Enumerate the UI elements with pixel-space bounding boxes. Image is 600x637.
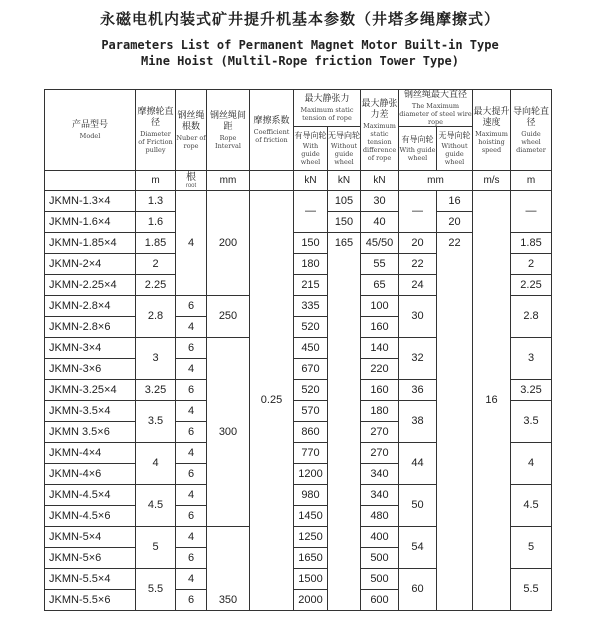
cell-guide: 5.5 bbox=[511, 569, 552, 611]
cell-drum: 2 bbox=[136, 254, 176, 275]
cell-model: JKMN-3×4 bbox=[45, 338, 136, 359]
cell-tension-guided: 1200 bbox=[294, 464, 328, 485]
unit-ropes: 根 root bbox=[176, 171, 207, 191]
cell-drum: 4.5 bbox=[136, 485, 176, 527]
cell-tension-guided: 2000 bbox=[294, 590, 328, 611]
cell-ropes: 4 bbox=[176, 443, 207, 464]
cell-model: JKMN-1.3×4 bbox=[45, 191, 136, 212]
cell-model: JKMN-4×6 bbox=[45, 464, 136, 485]
cell-ropes: 6 bbox=[176, 296, 207, 317]
header-rope-number: 钢丝绳根数 Nuber of rope bbox=[176, 90, 207, 171]
header-rope-interval: 钢丝绳间距 Rope Interval bbox=[207, 90, 250, 171]
cell-tension-guided: 215 bbox=[294, 275, 328, 296]
unit-guide: m bbox=[511, 171, 552, 191]
cell-guide: 3.25 bbox=[511, 380, 552, 401]
header-wire-without-guide: 无导向轮 Without guide wheel bbox=[437, 127, 473, 171]
cell-ropes: 4 bbox=[176, 317, 207, 338]
cell-drum: 1.6 bbox=[136, 212, 176, 233]
cell-guide: 2.25 bbox=[511, 275, 552, 296]
cell-ropes: 4 bbox=[176, 569, 207, 590]
cell-guide: 3 bbox=[511, 338, 552, 380]
cell-ropes: 6 bbox=[176, 590, 207, 611]
cell-ropes: 4 bbox=[176, 191, 207, 296]
cell-model: JKMN-4.5×4 bbox=[45, 485, 136, 506]
cell-model: JKMN-3.5×4 bbox=[45, 401, 136, 422]
unit-drum: m bbox=[136, 171, 176, 191]
cell-diff: 400 bbox=[361, 527, 399, 548]
cell-guide: 5 bbox=[511, 527, 552, 569]
cell-ropes: 4 bbox=[176, 527, 207, 548]
cell-model: JKMN-1.85×4 bbox=[45, 233, 136, 254]
header-tension-guided: 有导向轮 With guide wheel bbox=[294, 127, 328, 171]
cell-diff: 65 bbox=[361, 275, 399, 296]
header-tension-difference: 最大静张力差 Maximum static tension difference of rope bbox=[361, 90, 399, 171]
page-title-en-line1: Parameters List of Permanent Magnet Motor Built-in Type bbox=[101, 38, 499, 52]
cell-drum: 3 bbox=[136, 338, 176, 380]
cell-ropes: 4 bbox=[176, 485, 207, 506]
page-title-en-line2: Mine Hoist (Multil-Rope friction Tower Type) bbox=[141, 54, 459, 68]
cell-tension-without: 105 bbox=[328, 191, 361, 212]
cell-ropes: 6 bbox=[176, 464, 207, 485]
unit-tension-without: kN bbox=[328, 171, 361, 191]
cell-diff: 600 bbox=[361, 590, 399, 611]
cell-diff: 55 bbox=[361, 254, 399, 275]
cell-drum: 3.25 bbox=[136, 380, 176, 401]
cell-guide: 1.85 bbox=[511, 233, 552, 254]
cell-wire-guided: 60 bbox=[399, 569, 437, 611]
cell-tension-without: 150 bbox=[328, 212, 361, 233]
cell-model: JKMN-3×6 bbox=[45, 359, 136, 380]
unit-speed: m/s bbox=[473, 171, 511, 191]
cell-tension-guided: 335 bbox=[294, 296, 328, 317]
cell-model: JKMN-2.8×4 bbox=[45, 296, 136, 317]
cell-diff: 500 bbox=[361, 569, 399, 590]
header-hoisting-speed: 最大提升速度 Maximum hoisting speed bbox=[473, 90, 511, 171]
cell-drum: 5 bbox=[136, 527, 176, 569]
cell-ropes: 4 bbox=[176, 359, 207, 380]
cell-ropes: 6 bbox=[176, 422, 207, 443]
parameters-table bbox=[44, 89, 552, 611]
cell-model: JKMN-5×4 bbox=[45, 527, 136, 548]
cell-drum: 3.5 bbox=[136, 401, 176, 443]
cell-speed: 16 bbox=[473, 191, 511, 611]
cell-ropes: 4 bbox=[176, 401, 207, 422]
header-wire-guided: 有导向轮 With guide wheel bbox=[399, 127, 437, 171]
cell-wire-without: 20 bbox=[437, 212, 473, 233]
cell-wire-guided: 50 bbox=[399, 485, 437, 527]
cell-diff: 45/50 bbox=[361, 233, 399, 254]
cell-tension-guided: 1250 bbox=[294, 527, 328, 548]
cell-tension-guided: 770 bbox=[294, 443, 328, 464]
cell-ropes: 6 bbox=[176, 380, 207, 401]
cell-friction: 0.25 bbox=[250, 191, 294, 611]
cell-diff: 30 bbox=[361, 191, 399, 212]
header-drum-diameter: 摩擦轮直径 Diameter of Friction pulley bbox=[136, 90, 176, 171]
cell-model: JKMN-5×6 bbox=[45, 548, 136, 569]
cell-drum: 1.85 bbox=[136, 233, 176, 254]
units-row bbox=[45, 171, 552, 191]
cell-guide: 4 bbox=[511, 443, 552, 485]
cell-diff: 340 bbox=[361, 464, 399, 485]
cell-tension-guided: 520 bbox=[294, 380, 328, 401]
cell-wire-guided: 20 bbox=[399, 233, 437, 254]
cell-ropes: 6 bbox=[176, 506, 207, 527]
unit-model bbox=[45, 171, 136, 191]
cell-tension-guided: 150 bbox=[294, 233, 328, 254]
cell-model: JKMN 3.5×6 bbox=[45, 422, 136, 443]
cell-tension-guided: 1450 bbox=[294, 506, 328, 527]
header-friction-coefficient: 摩擦系数 Coefficient of friction bbox=[250, 90, 294, 171]
unit-friction bbox=[250, 171, 294, 191]
table-row bbox=[45, 191, 552, 212]
cell-wire-guided: 36 bbox=[399, 380, 437, 401]
cell-diff: 100 bbox=[361, 296, 399, 317]
cell-drum: 2.8 bbox=[136, 296, 176, 338]
cell-wire-guided: 22 bbox=[399, 254, 437, 275]
cell-tension-guided: 980 bbox=[294, 485, 328, 506]
cell-diff: 180 bbox=[361, 401, 399, 422]
cell-wire-guided: 44 bbox=[399, 443, 437, 485]
cell-guide: 3.5 bbox=[511, 401, 552, 443]
cell-diff: 340 bbox=[361, 485, 399, 506]
cell-wire-guided: 54 bbox=[399, 527, 437, 569]
cell-diff: 220 bbox=[361, 359, 399, 380]
cell-tension-guided: 450 bbox=[294, 338, 328, 359]
cell-tension-guided: — bbox=[294, 191, 328, 233]
cell-model: JKMN-5.5×4 bbox=[45, 569, 136, 590]
cell-guide: 2 bbox=[511, 254, 552, 275]
cell-tension-without: 165 bbox=[328, 233, 361, 611]
cell-wire-guided: 38 bbox=[399, 401, 437, 443]
cell-diff: 500 bbox=[361, 548, 399, 569]
cell-wire-guided: 30 bbox=[399, 296, 437, 338]
cell-diff: 40 bbox=[361, 212, 399, 233]
cell-guide: 2.8 bbox=[511, 296, 552, 338]
cell-model: JKMN-2.8×6 bbox=[45, 317, 136, 338]
cell-diff: 270 bbox=[361, 422, 399, 443]
unit-interval: mm bbox=[207, 171, 250, 191]
cell-model: JKMN-4.5×6 bbox=[45, 506, 136, 527]
cell-diff: 270 bbox=[361, 443, 399, 464]
cell-wire-without: 16 bbox=[437, 191, 473, 212]
cell-tension-guided: 860 bbox=[294, 422, 328, 443]
cell-model: JKMN-5.5×6 bbox=[45, 590, 136, 611]
cell-wire-guided: 24 bbox=[399, 275, 437, 296]
header-wire-diameter: 钢丝绳最大直径 The Maximum diameter of steel wire rope bbox=[399, 90, 472, 126]
unit-diff: kN bbox=[361, 171, 399, 191]
cell-model: JKMN-3.25×4 bbox=[45, 380, 136, 401]
cell-wire-guided: — bbox=[399, 191, 437, 233]
cell-model: JKMN-2.25×4 bbox=[45, 275, 136, 296]
unit-tension-guided: kN bbox=[294, 171, 328, 191]
cell-interval: 300 bbox=[207, 338, 250, 527]
cell-wire-without: 22 bbox=[437, 233, 473, 611]
cell-drum: 5.5 bbox=[136, 569, 176, 611]
cell-diff: 140 bbox=[361, 338, 399, 359]
cell-ropes: 6 bbox=[176, 338, 207, 359]
header-max-tension: 最大静张力 Maximum static tension of rope bbox=[294, 90, 361, 127]
cell-tension-guided: 180 bbox=[294, 254, 328, 275]
cell-tension-guided: 1650 bbox=[294, 548, 328, 569]
cell-interval: 250 bbox=[207, 296, 250, 338]
cell-model: JKMN-4×4 bbox=[45, 443, 136, 464]
cell-interval: 200 bbox=[207, 191, 250, 296]
cell-drum: 4 bbox=[136, 443, 176, 485]
cell-diff: 160 bbox=[361, 380, 399, 401]
header-guide-wheel-diameter: 导向轮直径 Guide wheel diameter bbox=[511, 90, 552, 171]
cell-tension-guided: 520 bbox=[294, 317, 328, 338]
cell-guide: 4.5 bbox=[511, 485, 552, 527]
cell-drum: 1.3 bbox=[136, 191, 176, 212]
header-model: 产品型号 Model bbox=[45, 90, 136, 171]
cell-drum: 2.25 bbox=[136, 275, 176, 296]
cell-diff: 160 bbox=[361, 317, 399, 338]
cell-ropes: 6 bbox=[176, 548, 207, 569]
cell-model: JKMN-2×4 bbox=[45, 254, 136, 275]
cell-model: JKMN-1.6×4 bbox=[45, 212, 136, 233]
cell-wire-guided: 32 bbox=[399, 338, 437, 380]
unit-wire: mm bbox=[399, 171, 473, 191]
header-tension-without-guide: 无导向轮 Without guide wheel bbox=[328, 127, 361, 171]
page-title: 永磁电机内装式矿井提升机基本参数（井塔多绳摩擦式） bbox=[99, 10, 500, 28]
cell-interval: 350 bbox=[207, 527, 250, 611]
cell-guide: — bbox=[511, 191, 552, 233]
cell-tension-guided: 1500 bbox=[294, 569, 328, 590]
cell-diff: 480 bbox=[361, 506, 399, 527]
cell-tension-guided: 670 bbox=[294, 359, 328, 380]
cell-tension-guided: 570 bbox=[294, 401, 328, 422]
